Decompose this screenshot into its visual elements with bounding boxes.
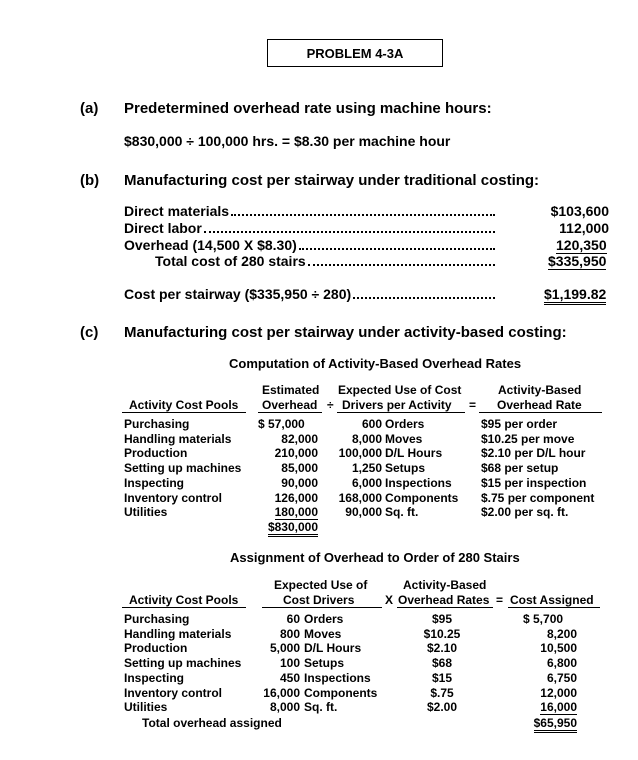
t2-header-rule [508,607,600,608]
t2-pools-header: Activity Cost Pools [129,593,239,607]
table-row-pool: Inventory control [124,685,223,700]
overhead-cell: 82,000 [281,431,318,446]
overhead-cell: 180,000 [274,505,318,520]
use-num-cell: 100 [279,656,300,671]
t2-use-unit-column [304,612,377,715]
rate-cell: $2.10 [426,641,458,656]
use-unit-cell: Orders [385,417,425,431]
overhead-value-wrap [556,237,607,253]
t2-use-bottom: Cost Drivers [283,593,355,607]
t1-eq-sign: = [469,398,477,412]
use-unit-cell: Inspections [385,475,452,490]
part-c-heading: Manufacturing cost per stairway under activity-based costing: [124,324,567,341]
table-row-pool: Production [124,446,188,461]
use-num-cell: 6,000 [351,475,382,490]
table2-title: Assignment of Overhead to Order of 280 Stairs [230,550,520,565]
use-unit-cell: Sq. ft. [385,505,419,520]
problem-title-text: PROBLEM 4-3A [306,45,404,61]
direct-materials-label: Direct materials [124,203,230,219]
table-row-pool: Inspecting [124,475,185,490]
part-b-label: (b) [80,172,100,189]
direct-labor-label: Direct labor [124,220,202,236]
t2-rate-column [400,612,484,715]
use-num-cell: 800 [279,626,300,641]
t1-est-top: Estimated [262,383,320,397]
use-num-cell: 8,000 [351,431,382,446]
cost-cell: 16,000 [540,700,577,715]
t1-use-top: Expected Use of Cost [338,383,462,397]
t2-rate-top: Activity-Based [403,578,487,592]
t2-total-wrap [520,716,577,730]
overhead-label: Overhead (14,500 X $8.30) [124,237,297,253]
overhead-value: 120,350 [556,237,607,253]
overhead-row [124,237,497,253]
t1-header-rule [258,412,322,413]
use-unit-cell: D/L Hours [385,446,443,461]
use-unit-cell: Setups [385,461,426,476]
part-c-label: (c) [80,324,99,341]
overhead-cell: 90,000 [281,475,318,490]
use-unit-cell: Setups [304,656,345,671]
use-unit-cell: D/L Hours [304,641,362,656]
rate-cell: $95 [431,612,453,626]
table-row-pool: Inspecting [124,670,185,685]
t1-overhead-column [258,417,318,535]
t1-use-num-column [330,417,382,520]
rate-cell: $10.25 [423,626,461,641]
cost-cell: 6,750 [546,670,577,685]
t2-cost-column [523,612,577,715]
part-a-label: (a) [80,100,99,117]
table-row-pool: Purchasing [124,612,190,626]
cost-per-stairway-value: $1,199.82 [544,286,606,305]
cost-cell: 10,500 [540,641,577,656]
t2-use-num-column [250,612,300,715]
cost-per-stairway-value-wrap [544,286,606,302]
rate-cell: $68 [431,656,453,671]
t2-pool-column [124,612,241,715]
table-row-pool: Setting up machines [124,656,242,671]
rate-cell: $.75 per component [481,490,595,505]
use-num-cell: 168,000 [338,490,382,505]
use-unit-cell: Moves [304,626,342,641]
overhead-cell-wrap [258,417,318,432]
overhead-cell: 210,000 [274,446,318,461]
t2-eq-sign: = [496,593,504,607]
use-unit-cell: Components [385,490,459,505]
cost-cell: $ 5,700 [523,612,564,626]
rate-cell: $95 per order [481,417,558,431]
overhead-last-wrap [258,505,318,520]
use-unit-cell: Orders [304,612,344,626]
total-cost-value: $335,950 [548,253,607,269]
use-num-cell: 8,000 [269,700,300,715]
direct-materials-row [124,203,497,219]
rate-cell: $68 per setup [481,461,559,476]
overhead-cell: 85,000 [281,461,318,476]
cost-cell: 6,800 [546,656,577,671]
rate-cell: $.75 [430,685,454,700]
total-cost-value-wrap [548,253,606,269]
overhead-total-wrap [258,520,318,535]
use-unit-cell: Sq. ft. [304,700,338,715]
part-b-heading: Manufacturing cost per stairway under traditional costing: [124,172,540,189]
cost-last-wrap [523,700,577,715]
t1-rate-bottom: Overhead Rate [497,398,582,412]
use-unit-cell: Components [304,685,378,700]
use-num-cell: 5,000 [269,641,300,656]
rate-cell: $2.00 [426,700,458,715]
t1-header-rule [337,412,465,413]
leader-dots [204,231,495,233]
t1-rate-top: Activity-Based [498,383,582,397]
t1-est-bottom: Overhead [262,398,318,412]
use-num-cell: 100,000 [338,446,382,461]
use-num-cell: 1,250 [351,461,382,476]
t1-header-rule [479,412,602,413]
t1-pool-column [124,417,241,520]
overhead-cell: $ 57,000 [258,417,305,431]
t2-total-label: Total overhead assigned [142,716,282,730]
table1-title: Computation of Activity-Based Overhead Rates [229,356,522,371]
cost-cell: 12,000 [540,685,577,700]
cost-per-stairway-label: Cost per stairway ($335,950 ÷ 280) [124,286,352,302]
t2-total-value: $65,950 [534,716,577,733]
rate-cell: $2.10 per D/L hour [481,446,586,461]
leader-dots [299,248,495,250]
rate-cell: $2.00 per sq. ft. [481,505,569,520]
t2-header-rule [262,607,382,608]
use-num-cell: 16,000 [263,685,300,700]
use-num-cell: 60 [286,612,300,626]
leader-dots [308,264,495,266]
total-cost-label: Total cost of 280 stairs [155,253,306,269]
t1-rate-column [481,417,594,520]
table-row-pool: Production [124,641,188,656]
part-a-heading: Predetermined overhead rate using machine hours: [124,100,492,117]
t1-header-rule [122,412,246,413]
table-row-pool: Handling materials [124,626,232,641]
use-unit-cell: Inspections [304,670,371,685]
cost-per-stairway-row [124,286,497,302]
table-row-pool: Setting up machines [124,461,242,476]
table-row-pool: Utilities [124,700,168,715]
rate-cell: $15 per inspection [481,475,587,490]
t1-use-bottom: Drivers per Activity [342,398,452,412]
use-unit-cell: Moves [385,431,423,446]
t1-pools-header: Activity Cost Pools [129,398,239,412]
part-a-formula: $830,000 ÷ 100,000 hrs. = $8.30 per machine hour [124,133,451,149]
t2-x-sign: X [385,593,394,607]
table-row-pool: Inventory control [124,490,223,505]
problem-title [267,39,443,67]
rate-cell: $10.25 per move [481,431,575,446]
leader-dots [353,297,495,299]
use-num-cell: 90,000 [345,505,382,520]
overhead-cell: 126,000 [274,490,318,505]
use-num-cell: 450 [279,670,300,685]
t2-assigned-header: Cost Assigned [510,593,594,607]
t2-header-rule [397,607,493,608]
use-num-cell: 600 [361,417,382,431]
t2-rate-bottom: Overhead Rates [398,593,490,607]
cost-cell: 8,200 [546,626,577,641]
t1-use-unit-column [385,417,458,520]
t2-header-rule [122,607,246,608]
direct-labor-row [124,220,497,236]
t1-div-sign: ÷ [327,398,334,412]
direct-materials-value: $103,600 [550,203,609,219]
table-row-pool: Handling materials [124,431,232,446]
leader-dots [231,214,495,216]
cost-cell-wrap [523,612,577,627]
total-cost-row [155,253,497,269]
table-row-pool: Utilities [124,505,168,520]
table-row-pool: Purchasing [124,417,190,431]
rate-cell: $15 [431,670,453,685]
t2-use-top: Expected Use of [274,578,368,592]
overhead-total: $830,000 [268,520,318,537]
direct-labor-value: 112,000 [559,220,609,236]
